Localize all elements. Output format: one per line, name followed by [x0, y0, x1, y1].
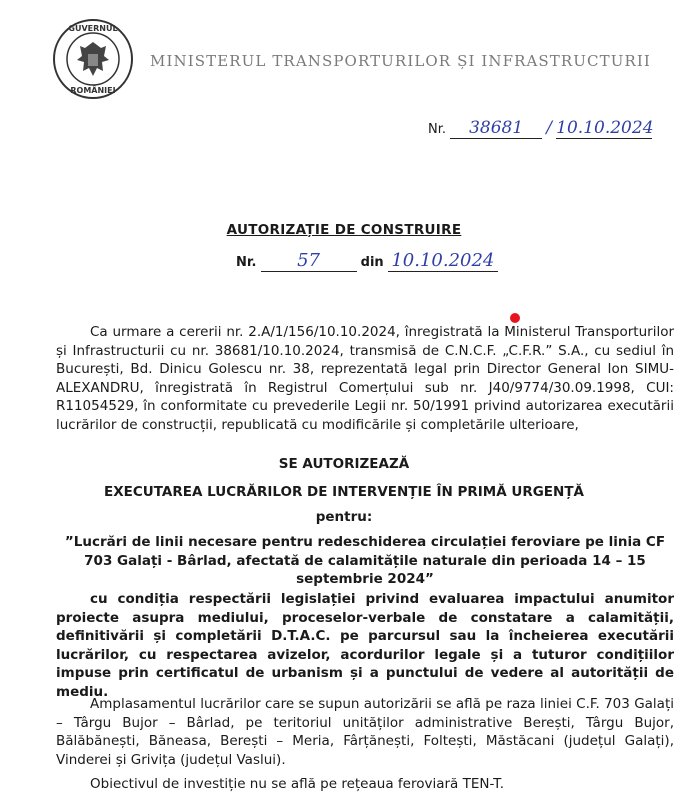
location-paragraph: Amplasamentul lucrărilor care se supun autorizării se află pe raza liniei C.F. 703 Galați – Târgu Bujor – Bârlad, pe teritoriul unităților administrative Berești, Târgu Bujor, Bălăbănești, Băneasa, Berești – Meria, Fârțănești, Foltești, Măstăcani (județul Galați), Vinderei și Grivița (județul Vaslui). — [56, 696, 674, 768]
document-title: AUTORIZAȚIE DE CONSTRUIRE — [226, 222, 462, 238]
authorization-number: 57 — [261, 250, 357, 272]
project-title: ”Lucrări de linii necesare pentru redeschiderea circulației feroviare pe linia CF 703 Galați - Bârlad, afectată de calamitățile naturale din perioada 14 – 15 septembrie 2024” — [64, 534, 666, 588]
registration-nr-label: Nr. — [428, 122, 447, 137]
registration-number-line — [428, 118, 652, 139]
authorization-date: 10.10.2024 — [388, 250, 498, 272]
request-paragraph: Ca urmare a cererii nr. 2.A/1/156/10.10.2024, înregistrată la Ministerul Transporturilor și Infrastructurii cu nr. 38681/10.10.2024, transmisă de C.N.C.F. „C.F.R.” S.A., cu sediul în București, Bd. Dinicu Golescu nr. 38, reprezentată legal prin Director General Ion SIMU-ALEXANDRU, înregistrată în Registrul Comerțului sub nr. J40/9774/30.09.1998, CUI: R11054529, în conformitate cu prevederile Legii nr. 50/1991 privind autorizarea executării lucrărilor de construcții, republicată cu modificările și completările ulterioare, — [56, 324, 674, 433]
pentru-label: pentru: — [315, 509, 373, 525]
conditions-paragraph: cu condiția respectării legislației privind evaluarea impactului anumitor proiecte asupra mediului, proceselor-verbale de constatare a calamității, definitivării și completării D.T.A.C. pe parcursul sau la încheierea executării lucrărilor, cu respectarea avizelor, acordurilor legale și a tuturor condițiilor impuse prin certificatul de urbanism și a punctului de vedere al autorității de mediu. — [56, 591, 674, 700]
red-dot-mark — [510, 313, 520, 323]
executarea-heading: EXECUTAREA LUCRĂRILOR DE INTERVENȚIE ÎN PRIMĂ URGENȚĂ — [104, 484, 584, 500]
ministry-name: MINISTERUL TRANSPORTURILOR ȘI INFRASTRUCTURII — [150, 52, 651, 70]
authorization-nr-label: Nr. — [236, 255, 257, 270]
authorization-din-label: din — [360, 255, 384, 270]
government-seal-icon — [52, 18, 134, 100]
registration-separator: / — [546, 118, 553, 138]
svg-text:ROMÂNIEI: ROMÂNIEI — [70, 86, 116, 95]
ten-t-paragraph: Obiectivul de investiție nu se află pe rețeaua feroviară TEN-T. — [90, 776, 505, 792]
registration-number: 38681 — [450, 118, 542, 139]
authorization-number-line — [236, 250, 498, 272]
svg-text:GUVERNUL: GUVERNUL — [68, 24, 118, 33]
registration-date: 10.10.2024 — [556, 118, 654, 138]
se-autorizeaza-heading: SE AUTORIZEAZĂ — [278, 456, 410, 472]
